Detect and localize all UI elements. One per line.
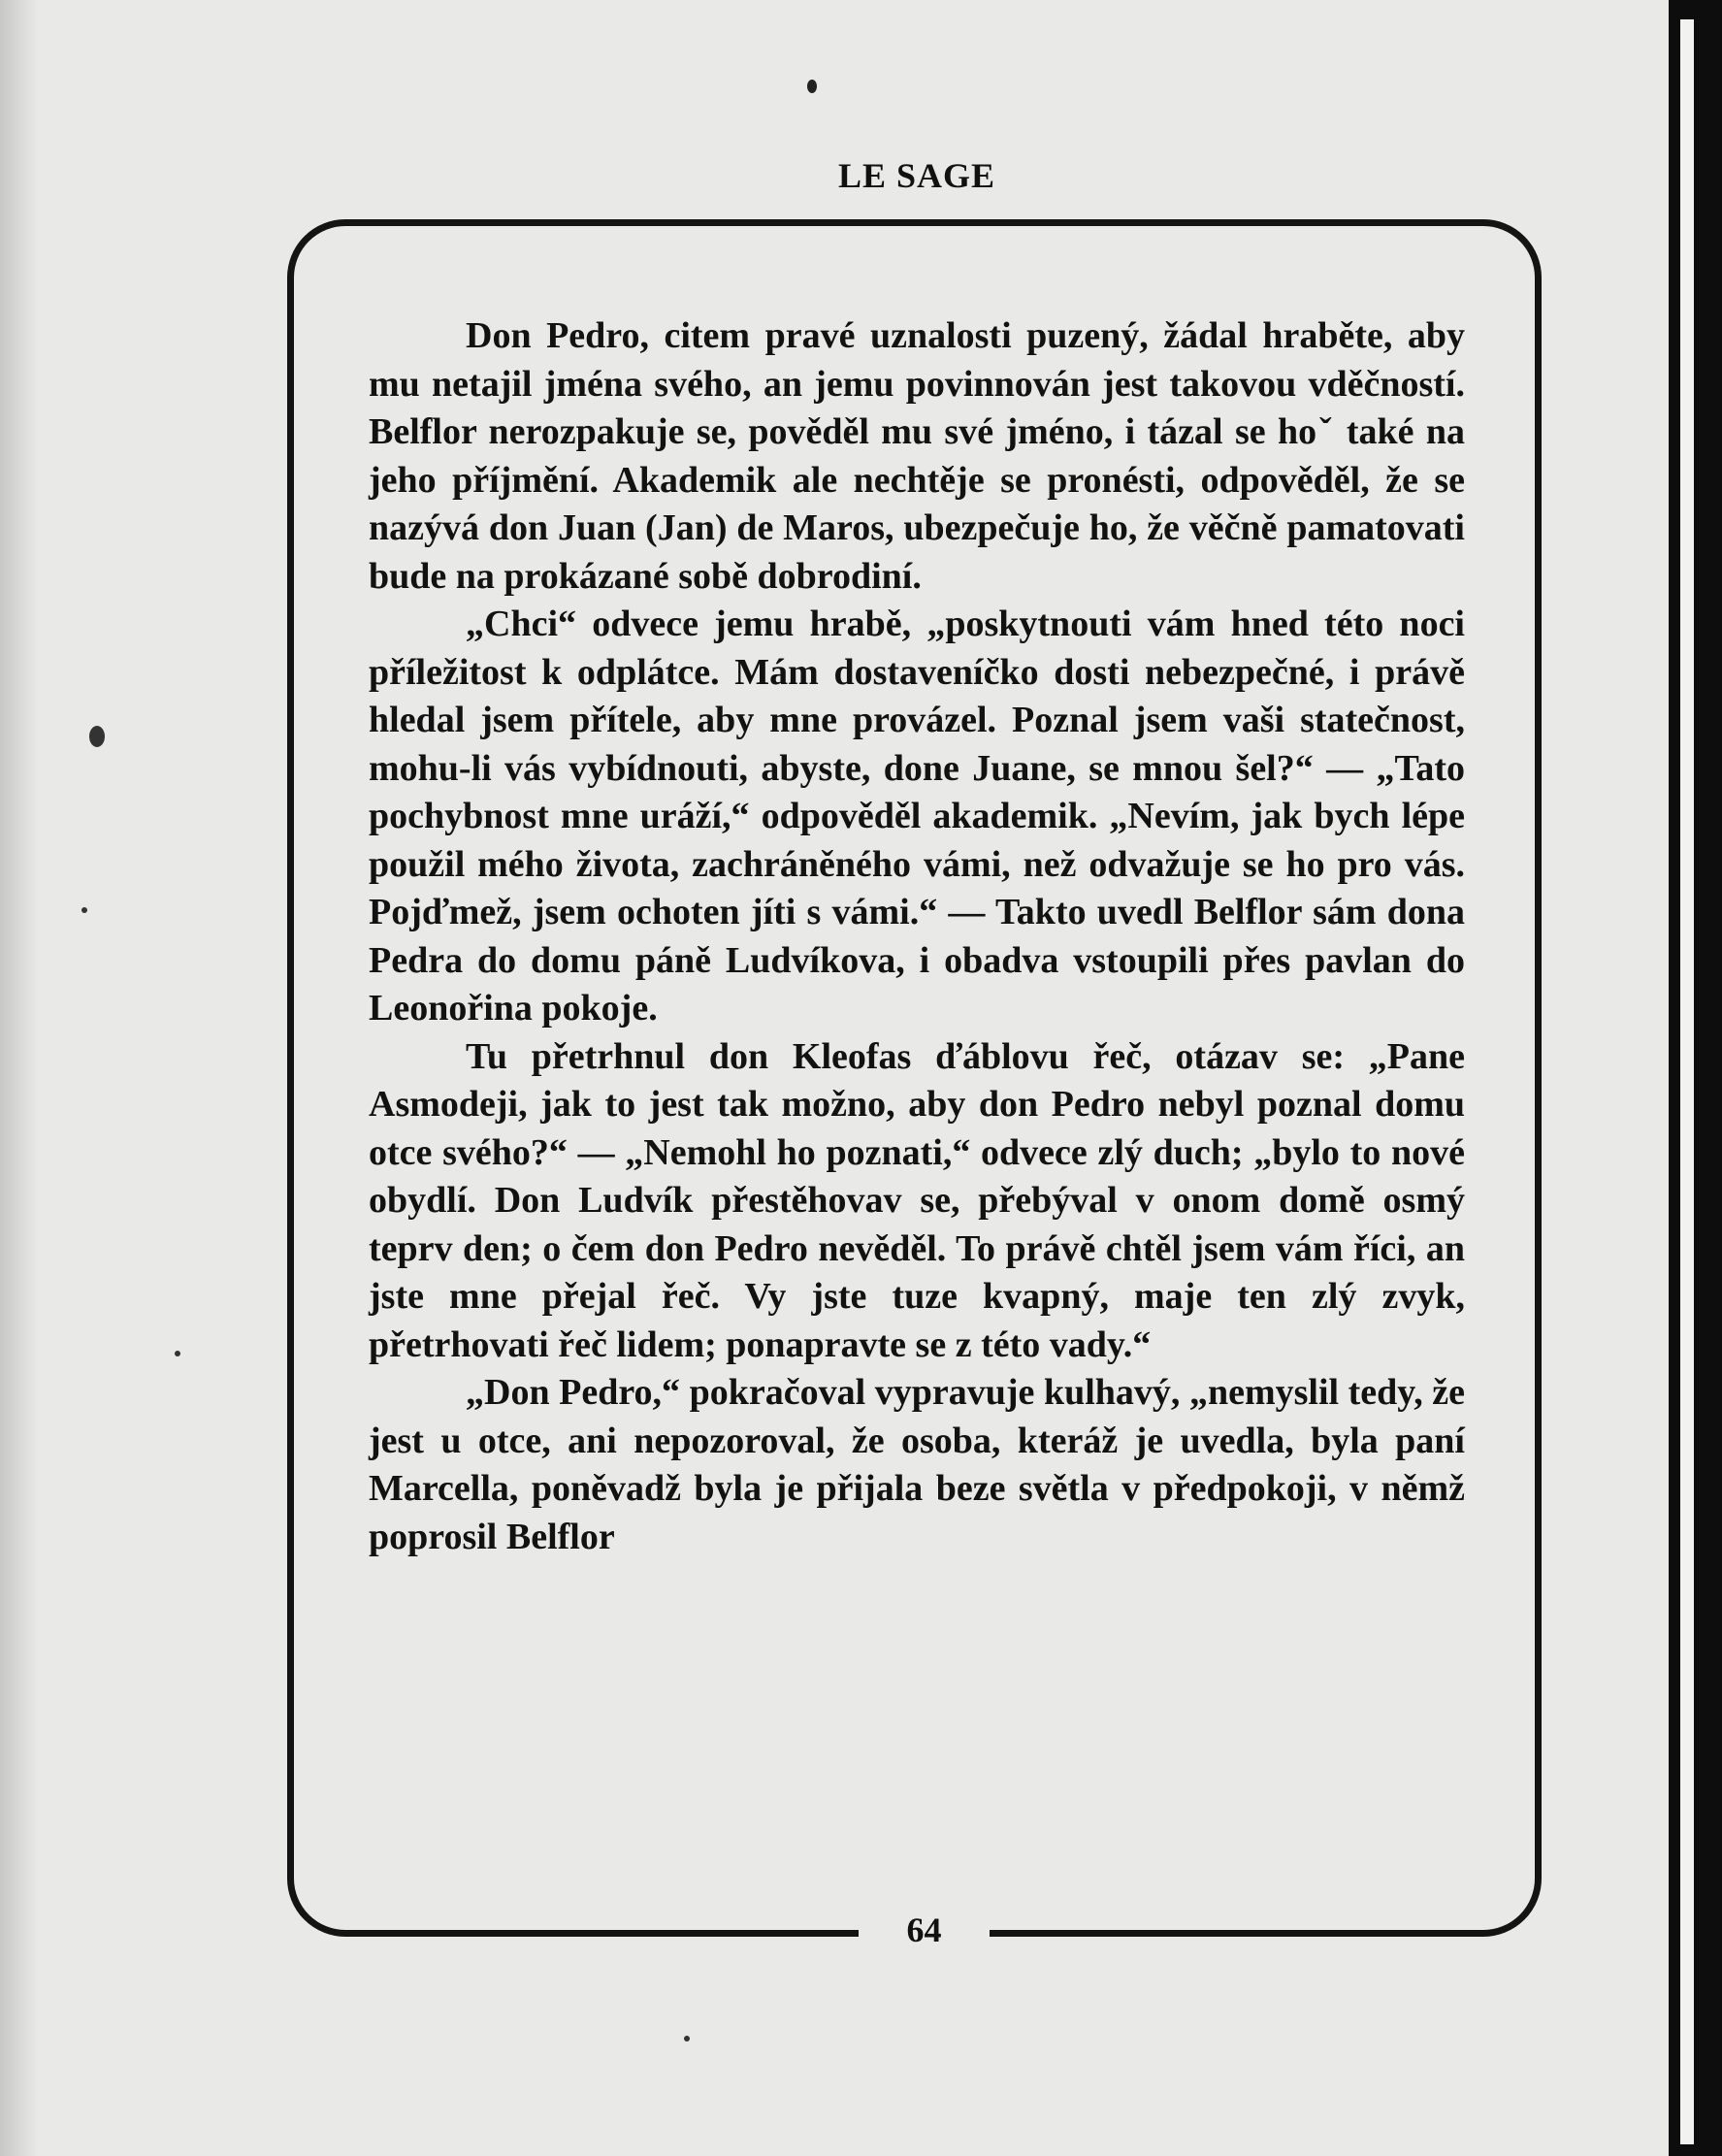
- body-text: [369, 312, 1465, 1561]
- paragraph: Don Pedro, citem pravé uznalosti puzený, žádal hraběte, aby mu netajil jména svého, an jemu povinnován jest takovou vděčností. Belflor nerozpakuje se, pověděl mu své jméno, i tázal se hoˇ také na jeho příjmění. Akademik ale nechtěje se pronésti, odpověděl, že se nazývá don Juan (Jan) de Maros, ubezpečuje ho, že věčně pamatovati bude na prokázané sobě dobrodiní.: [369, 315, 1465, 597]
- spine-shadow: [0, 0, 39, 2156]
- adjacent-page-edge: [1680, 19, 1694, 2144]
- scan-edge: [1669, 0, 1722, 2156]
- ink-speck: [175, 1351, 180, 1356]
- running-title: LE SAGE: [837, 156, 996, 195]
- ink-speck: [89, 726, 105, 747]
- ink-speck: [81, 907, 87, 913]
- ornament-dot: [807, 80, 817, 93]
- ink-speck: [684, 2036, 690, 2042]
- paragraph: „Chci“ odvece jemu hrabě, „poskytnouti vám hned této noci příležitost k odplátce. Mám dostaveníčko dosti nebezpečné, i právě hledal jsem přítele, aby mne provázel. Poznal jsem vaši statečnost, mohu-li vás vybídnouti, abyste, done Juane, se mnou šel?“ — „Tato pochybnost mne uráží,“ odpověděl akademik. „Nevím, jak bych lépe použil mého života, zachráněného vámi, než odvažuje se ho pro vás. Pojďmež, jsem ochoten jíti s vámi.“ — Takto uvedl Belflor sám dona Pedra do domu páně Ludvíkova, i obadva vstoupili přes pavlan do Leonořina pokoje.: [369, 604, 1465, 1029]
- page-number: 64: [906, 1911, 942, 1949]
- paragraph: „Don Pedro,“ pokračoval vypravuje kulhavý, „nemyslil tedy, že jest u otce, ani nepozoroval, že osoba, kteráž je uvedla, byla paní Marcella, poněvadž byla je přijala beze světla v předpokoji, v němž poprosil Belflor: [369, 1372, 1465, 1557]
- paragraph: Tu přetrhnul don Kleofas ďáblovu řeč, otázav se: „Pane Asmodeji, jak to jest tak možno, aby don Pedro nebyl poznal domu otce svého?“ — „Nemohl ho poznati,“ odvece zlý duch; „bylo to nové obydlí. Don Ludvík přestěhovav se, přebýval v onom domě osmý teprv den; o čem don Pedro nevěděl. To právě chtěl jsem vám říci, an jste mne přejal řeč. Vy jste tuze kvapný, maje ten zlý zvyk, přetrhovati řeč lidem; ponapravte se z této vady.“: [369, 1035, 1465, 1365]
